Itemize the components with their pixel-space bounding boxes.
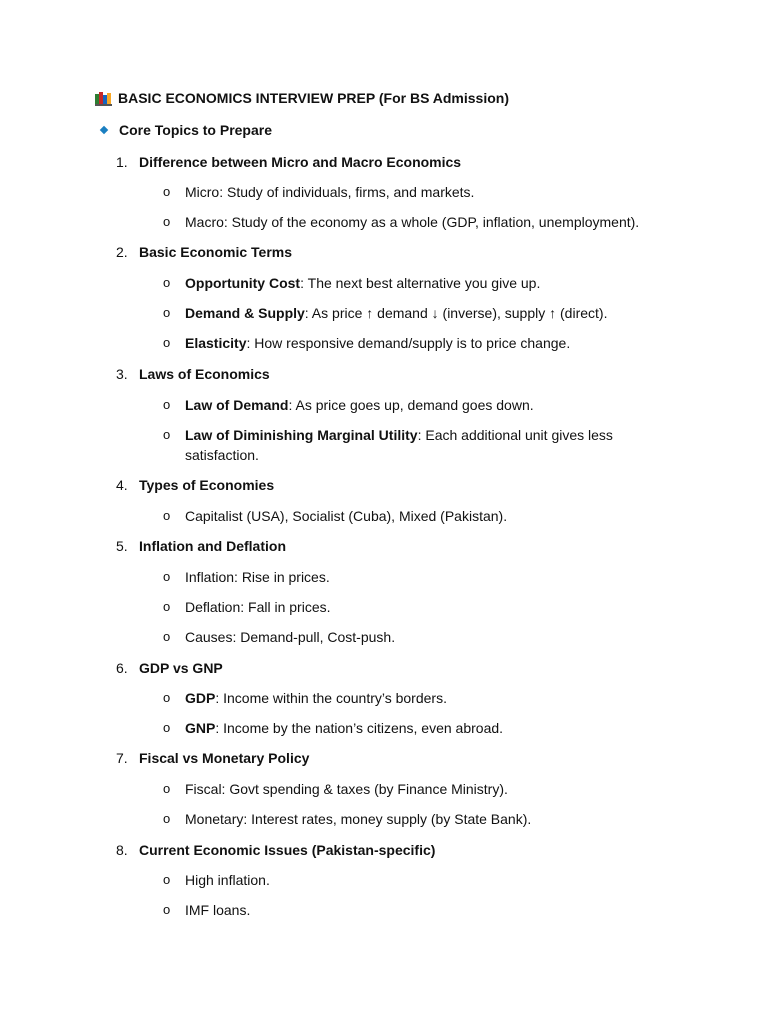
circle-bullet-icon: o: [163, 629, 171, 644]
topic-number: 6.: [116, 660, 128, 676]
item-text: Fiscal: Govt spending & taxes (by Finance Ministry).: [185, 781, 508, 797]
item-text: Capitalist (USA), Socialist (Cuba), Mixed (Pakistan).: [185, 508, 508, 524]
topic-number: 7.: [116, 750, 128, 766]
topic-title: Inflation and Deflation: [139, 538, 286, 554]
item-text: : Income by the nation’s citizens, even abroad.: [215, 720, 504, 736]
item-term: Law of Demand: [185, 397, 289, 413]
topic-number: 8.: [116, 842, 128, 858]
topic-title: Difference between Micro and Macro Economics: [139, 154, 462, 170]
item-text: Micro: Study of individuals, firms, and markets.: [185, 184, 475, 200]
topic-5: [116, 537, 286, 555]
item-text: : How responsive demand/supply is to price change.: [246, 335, 571, 351]
circle-bullet-icon: o: [163, 569, 171, 584]
list-item: [163, 779, 663, 799]
circle-bullet-icon: o: [163, 214, 171, 229]
item-text: Macro: Study of the economy as a whole (GDP, inflation, unemployment).: [185, 214, 640, 230]
circle-bullet-icon: o: [163, 184, 171, 199]
topic-4: [116, 476, 274, 494]
item-text: : As price goes up, demand goes down.: [288, 397, 534, 413]
item-term: GDP: [185, 690, 216, 706]
topic-number: 5.: [116, 538, 128, 554]
list-item: [163, 688, 663, 708]
item-text: : Income within the country’s borders.: [215, 690, 447, 706]
list-item: [163, 900, 663, 920]
item-term: Demand & Supply: [185, 305, 305, 321]
books-icon: [95, 91, 112, 106]
circle-bullet-icon: o: [163, 720, 171, 735]
topic-8: [116, 841, 435, 859]
circle-bullet-icon: o: [163, 902, 171, 917]
document-title-row: [95, 89, 509, 107]
item-term: Opportunity Cost: [185, 275, 301, 291]
topic-number: 3.: [116, 366, 128, 382]
topic-3: [116, 365, 270, 383]
topic-title: Current Economic Issues (Pakistan-specific): [139, 842, 436, 858]
topic-title: Fiscal vs Monetary Policy: [139, 750, 310, 766]
list-item: [163, 718, 663, 738]
list-item: [163, 212, 663, 232]
topic-title: GDP vs GNP: [139, 660, 223, 676]
topic-title: Types of Economies: [139, 477, 275, 493]
list-item: [163, 627, 663, 647]
circle-bullet-icon: o: [163, 427, 171, 442]
item-text: Deflation: Fall in prices.: [185, 599, 331, 615]
item-term: GNP: [185, 720, 216, 736]
list-item: [163, 182, 663, 202]
item-text: IMF loans.: [185, 902, 251, 918]
item-text: : Each additional unit gives less satisfaction.: [185, 427, 613, 463]
blue-diamond-icon: [100, 126, 108, 134]
topic-6: [116, 659, 223, 677]
circle-bullet-icon: o: [163, 275, 171, 290]
list-item: [163, 597, 663, 617]
item-text: : The next best alternative you give up.: [300, 275, 541, 291]
topic-title: Basic Economic Terms: [139, 244, 293, 260]
circle-bullet-icon: o: [163, 599, 171, 614]
item-text: Inflation: Rise in prices.: [185, 569, 330, 585]
section-heading: Core Topics to Prepare: [119, 122, 273, 138]
topic-number: 2.: [116, 244, 128, 260]
list-item: [163, 395, 663, 415]
item-term: Law of Diminishing Marginal Utility: [185, 427, 418, 443]
list-item: [163, 567, 663, 587]
topic-number: 4.: [116, 477, 128, 493]
list-item: [163, 809, 663, 829]
topic-2: [116, 243, 292, 261]
list-item: [163, 273, 663, 293]
circle-bullet-icon: o: [163, 811, 171, 826]
circle-bullet-icon: o: [163, 508, 171, 523]
circle-bullet-icon: o: [163, 781, 171, 796]
item-text: High inflation.: [185, 872, 270, 888]
topic-number: 1.: [116, 154, 128, 170]
topic-7: [116, 749, 309, 767]
circle-bullet-icon: o: [163, 872, 171, 887]
item-text: : As price ↑ demand ↓ (inverse), supply ↑ (direct).: [304, 305, 608, 321]
item-text: Causes: Demand-pull, Cost-push.: [185, 629, 396, 645]
list-item: [163, 425, 663, 465]
topic-1: [116, 153, 461, 171]
section-heading-row: [99, 121, 272, 139]
circle-bullet-icon: o: [163, 690, 171, 705]
list-item: [163, 870, 663, 890]
list-item: [163, 303, 663, 323]
list-item: [163, 506, 663, 526]
circle-bullet-icon: o: [163, 335, 171, 350]
item-term: Elasticity: [185, 335, 247, 351]
circle-bullet-icon: o: [163, 305, 171, 320]
list-item: [163, 333, 663, 353]
item-text: Monetary: Interest rates, money supply (by State Bank).: [185, 811, 532, 827]
circle-bullet-icon: o: [163, 397, 171, 412]
document-title: BASIC ECONOMICS INTERVIEW PREP (For BS Admission): [118, 90, 510, 106]
topic-title: Laws of Economics: [139, 366, 270, 382]
